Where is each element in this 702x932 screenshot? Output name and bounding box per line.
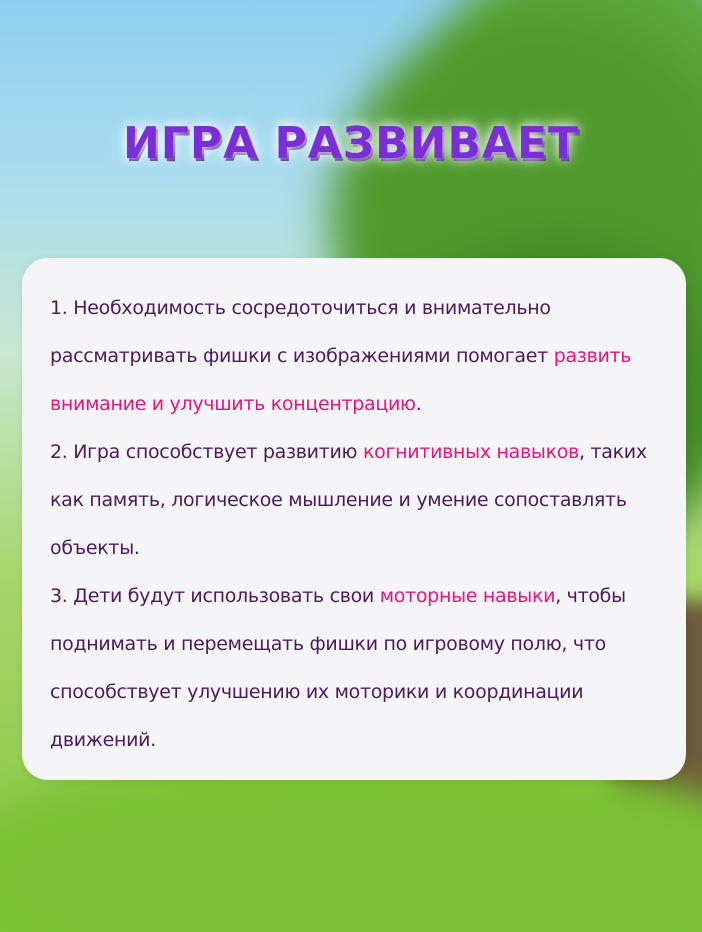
- benefit-item-2: [50, 428, 670, 572]
- benefit-text: 2. Игра способствует развитию: [50, 441, 363, 463]
- benefit-text: 1. Необходимость сосредоточиться и внимательно рассматривать фишки с изображениями помогает: [50, 297, 554, 367]
- benefit-text: , таких как память, логическое мышление и умение сопоставлять объекты.: [50, 441, 647, 559]
- grass-ground: [0, 760, 702, 932]
- benefits-list: [50, 284, 670, 764]
- benefit-text: , чтобы поднимать и перемещать фишки по игровому полю, что способствует улучшению их моторики и координации движений.: [50, 585, 626, 751]
- benefit-highlight: моторные навыки: [379, 585, 556, 607]
- benefit-text: 3. Дети будут использовать свои: [50, 585, 380, 607]
- info-card: [22, 258, 686, 780]
- benefit-highlight: развить внимание и улучшить концентрацию: [50, 345, 632, 415]
- page-title: ИГРА РАЗВИВАЕТ: [122, 118, 580, 169]
- benefit-item-3: [50, 572, 670, 764]
- benefit-highlight: когнитивных навыков: [362, 441, 579, 463]
- benefit-text: .: [415, 393, 422, 415]
- benefit-item-1: [50, 284, 670, 428]
